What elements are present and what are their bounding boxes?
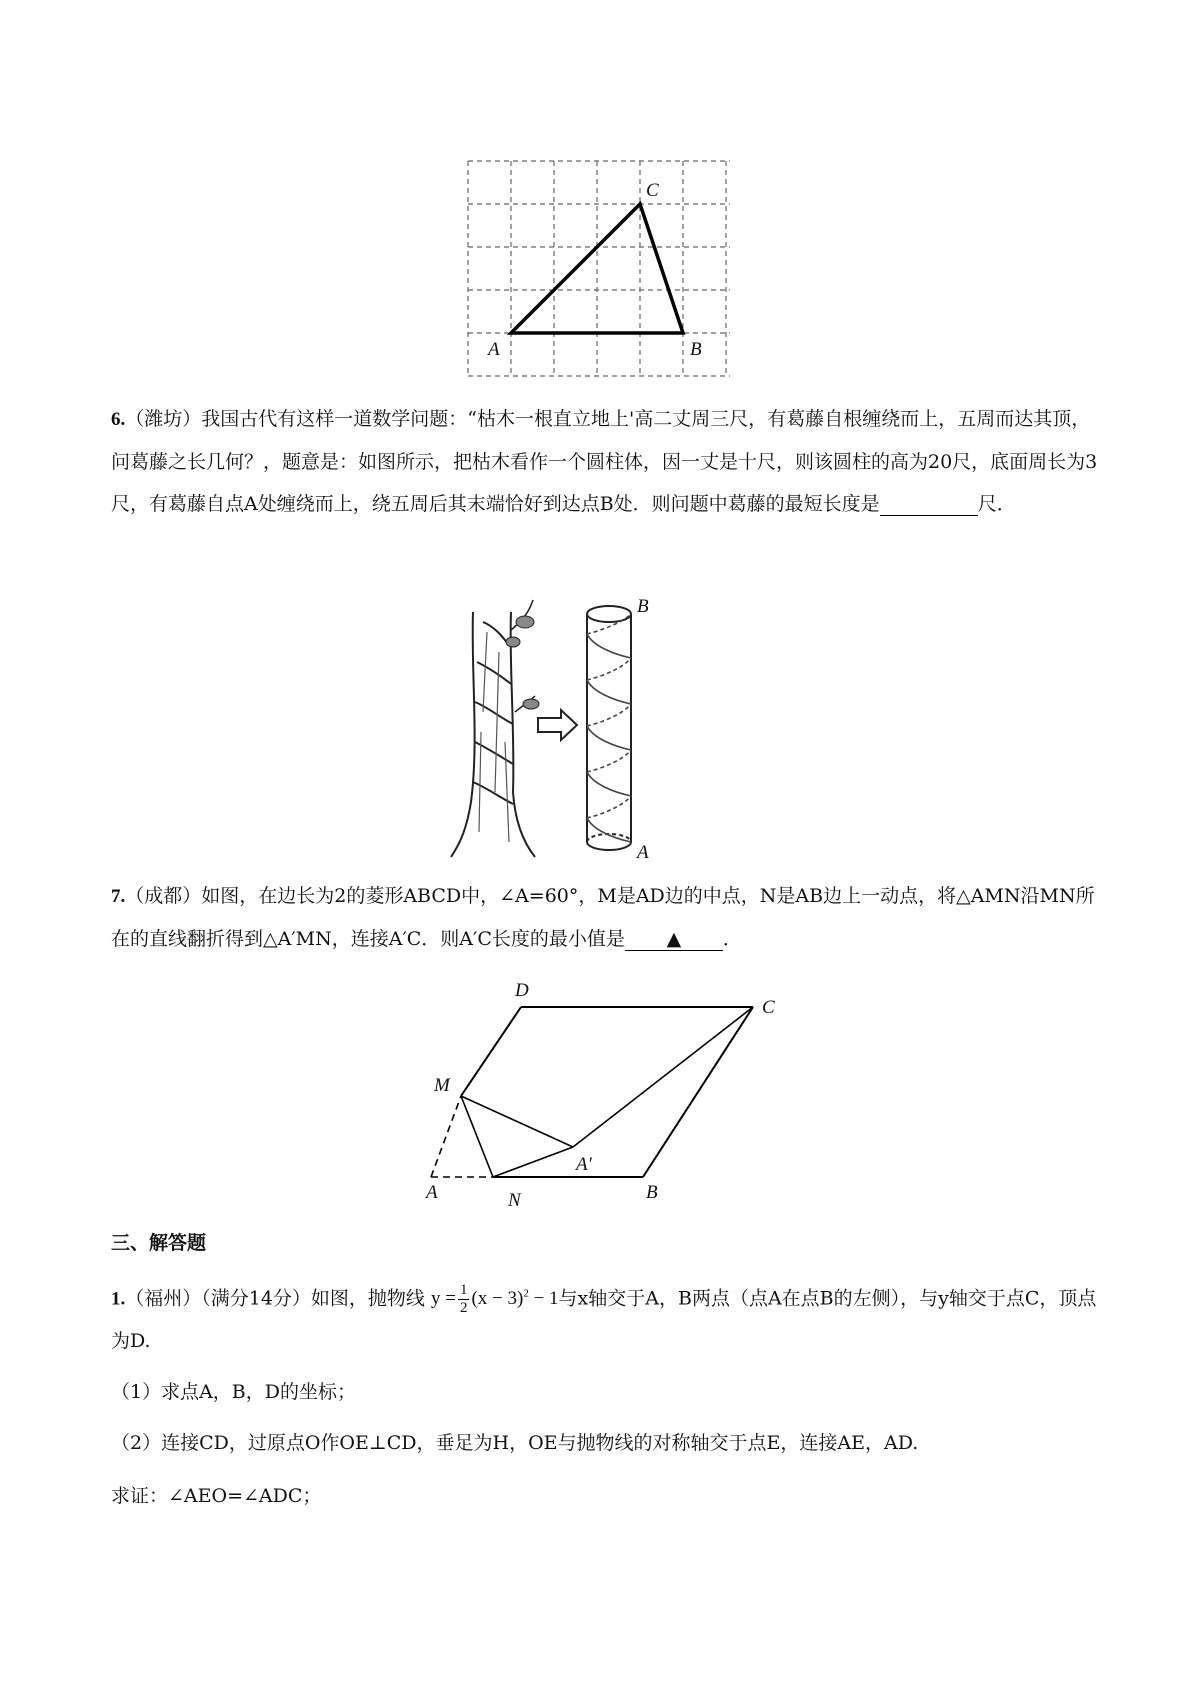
label-c: C <box>646 180 659 201</box>
arrow-icon <box>538 710 577 740</box>
problem-1-part-2: （2）连接CD，过原点O作OE⊥CD，垂足为H，OE与抛物线的对称轴交于点E，连接AE，AD. <box>111 1432 919 1454</box>
label-d: D <box>515 980 529 1001</box>
problem-intro: （福州）（满分14分）如图，抛物线 <box>125 1287 425 1310</box>
question-number: 6. <box>111 409 126 430</box>
question-number: 7. <box>111 886 126 907</box>
problem-number: 1. <box>111 1288 126 1310</box>
rhombus-figure <box>428 970 788 1213</box>
equation-body: (x − 3) <box>471 1288 524 1310</box>
problem-1 <box>111 1273 1101 1362</box>
label-a: A <box>488 339 500 360</box>
fraction-denominator: 2 <box>459 1300 468 1317</box>
label-b: B <box>637 596 649 617</box>
problem-1-part-1: （1）求点A，B，D的坐标； <box>111 1381 357 1403</box>
dashed-original <box>431 1096 493 1177</box>
rhombus-sides <box>461 1007 753 1177</box>
equation-exponent: 2 <box>523 1288 529 1300</box>
equation-y: y = <box>430 1288 456 1310</box>
label-a: A <box>637 842 649 863</box>
question-text: （成都）如图，在边长为2的菱形ABCD中，∠A=60°，M是AD边的中点，N是AB边上一动点，将△AMN沿MN所在的直线翻折得到△A′MN，连接A′C．则A′C长度的最小值是 <box>111 885 1095 950</box>
problem-text: 与x轴交于A，B两点（点A在点B的左侧），与y轴交于点C，顶点为D. <box>111 1287 1097 1353</box>
vine-spiral <box>587 614 631 842</box>
label-a-prime: A′ <box>576 1154 592 1175</box>
grid-triangle-figure <box>462 155 737 385</box>
answer-blank <box>625 928 723 951</box>
label-b: B <box>690 339 702 360</box>
problem-1-prove: 求证：∠AEO=∠ADC； <box>111 1485 322 1507</box>
triangle-mark-icon: ▲ <box>666 928 682 950</box>
triangle-abc <box>511 204 683 333</box>
question-6 <box>111 398 1101 525</box>
answer-blank <box>880 493 978 516</box>
fraction <box>458 1282 470 1317</box>
label-b: B <box>646 1182 658 1203</box>
label-c: C <box>762 997 775 1018</box>
equation <box>430 1282 559 1317</box>
end-punctuation: ． <box>722 928 742 950</box>
label-m: M <box>434 1075 450 1096</box>
label-n: N <box>508 1190 521 1211</box>
section-heading: 三、解答题 <box>111 1232 207 1254</box>
tree-trunk <box>451 600 535 857</box>
question-text: （潍坊）我国古代有这样一道数学问题：“枯木一根直立地上'高二丈周三尺，有葛藤自根缠绕而上，五周而达其顶，问葛藤之长几何？，题意是：如图所示，把枯木看作一个圆柱体，因一丈是十尺，则该圆柱的高为20尺，底面周长为3尺，有葛藤自点A处缠绕而上，绕五周后其末端恰好到达点B处．则问题中葛藤的最短长度是 <box>111 408 1098 515</box>
tree-cylinder-figure <box>443 592 695 862</box>
unit-text: 尺． <box>977 493 1016 515</box>
label-a: A <box>426 1182 438 1203</box>
question-7 <box>111 875 1101 960</box>
equation-tail: − 1 <box>533 1288 559 1310</box>
fraction-numerator: 1 <box>459 1282 468 1299</box>
